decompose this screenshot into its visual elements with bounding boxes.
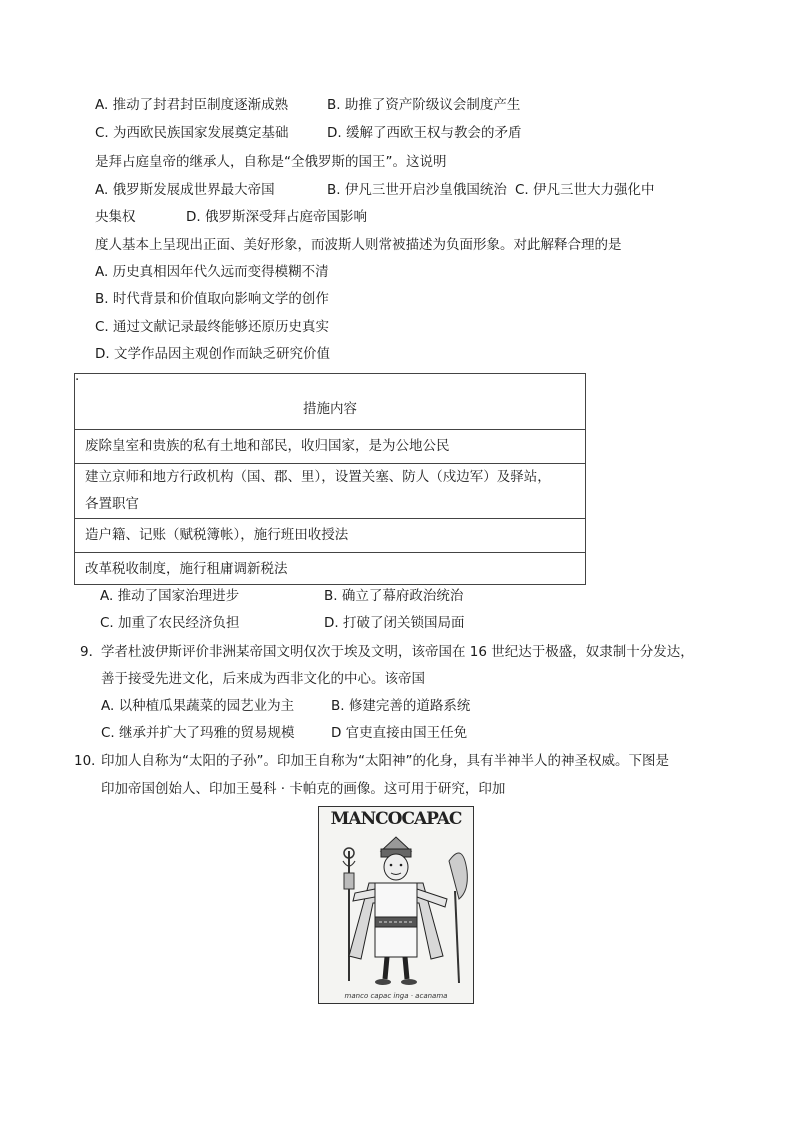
option-b: B. 伊凡三世开启沙皇俄国统治 (327, 182, 507, 198)
portrait-title: MANCOCAPAC (330, 809, 462, 829)
option-d: D. 文学作品因主观创作而缺乏研究价值 (95, 346, 330, 362)
option-d: D. 缓解了西欧王权与教会的矛盾 (327, 125, 522, 141)
inca-king-figure (319, 831, 473, 991)
option-b: B. 时代背景和价值取向影响文学的创作 (95, 291, 329, 307)
option-a: A. 以种植瓜果蔬菜的园艺业为主 (101, 698, 295, 714)
question-number: 10． (74, 753, 105, 769)
option-b: B. 确立了幕府政治统治 (324, 588, 464, 604)
option-a: A. 俄罗斯发展成世界最大帝国 (95, 182, 275, 198)
option-a: A. 推动了封君封臣制度逐渐成熟 (95, 97, 289, 113)
table-row (75, 518, 585, 552)
table-row (75, 552, 585, 585)
question-stem: 学者杜波伊斯评价非洲某帝国文明仅次于埃及文明，该帝国在 16 世纪达于极盛，奴隶制十分发达， (101, 644, 694, 660)
option-c: C. 继承并扩大了玛雅的贸易规模 (101, 725, 295, 741)
question-stem: 度人基本上呈现出正面、美好形象，而波斯人则常被描述为负面形象。对此解释合理的是 (95, 237, 622, 253)
option-d: D. 俄罗斯深受拜占庭帝国影响 (186, 209, 367, 225)
option-c-continued: 央集权 (95, 209, 136, 225)
table-header: 措施内容 (303, 401, 357, 417)
table-cell: 改革税收制度，施行租庸调新税法 (85, 561, 288, 577)
option-b: B. 助推了资产阶级议会制度产生 (327, 97, 521, 113)
table-cell: 各置职官 (85, 496, 139, 512)
option-a: A. 历史真相因年代久远而变得模糊不清 (95, 264, 329, 280)
portrait-caption: manco capac inga · acanama (344, 992, 448, 1000)
table-cell: 废除皇室和贵族的私有土地和部民，收归国家，是为公地公民 (85, 438, 450, 454)
question-stem: 印加帝国创始人、印加王曼科 · 卡帕克的画像。这可用于研究，印加 (101, 781, 506, 797)
question-number-fragment: . (75, 368, 80, 384)
option-c: C. 为西欧民族国家发展奠定基础 (95, 125, 289, 141)
question-stem: 印加人自称为“太阳的子孙”。印加王自称为“太阳神”的化身，具有半神半人的神圣权威。下图是 (101, 753, 669, 769)
option-b: B. 修建完善的道路系统 (331, 698, 471, 714)
option-a: A. 推动了国家治理进步 (100, 588, 240, 604)
option-d: D 官吏直接由国王任免 (331, 725, 468, 741)
option-d: D. 打破了闭关锁国局面 (324, 615, 465, 631)
measures-table (74, 373, 586, 585)
table-row (75, 463, 585, 518)
option-c: C. 通过文献记录最终能够还原历史真实 (95, 319, 330, 335)
table-cell: 造户籍、记账（赋税簿帐），施行班田收授法 (85, 527, 349, 543)
option-c: C. 加重了农民经济负担 (100, 615, 240, 631)
question-stem: 是拜占庭皇帝的继承人，自称是“全俄罗斯的国王”。这说明 (95, 154, 447, 170)
option-c: C. 伊凡三世大力强化中 (515, 182, 655, 198)
question-number: 9． (80, 644, 103, 660)
manco-capac-portrait (318, 806, 474, 1004)
table-row (75, 429, 585, 463)
table-cell: 建立京师和地方行政机构（国、郡、里），设置关塞、防人（戍边军）及驿站， (85, 469, 551, 485)
question-stem: 善于接受先进文化，后来成为西非文化的中心。该帝国 (101, 671, 425, 687)
